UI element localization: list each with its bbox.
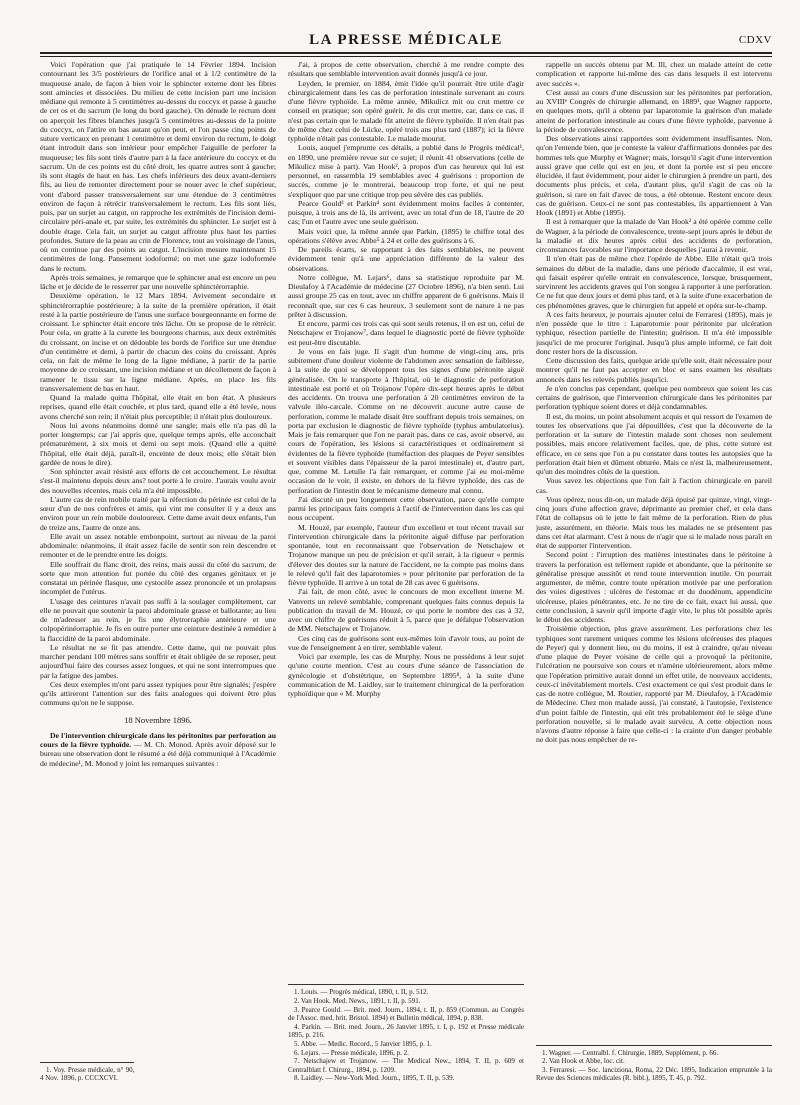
column-3-body xyxy=(536,60,772,1041)
journal-title: LA PRESSE MÉDICALE xyxy=(309,32,503,48)
paragraph: Et encore, parmi ces trois cas qui sont seuls retenus, il en est un, celui de Netschajew et Trojanow⁷, dans lequel le diagnostic porté de fièvre typhoïde est peut-être discutable. xyxy=(288,319,524,347)
paragraph: Elle souffrait du flanc droit, des reins, mais aussi du côté du sacrum, de sorte que mon attention fut portée du côté des organes génitaux et je constatai un périnée flasque, une cystocèle assez prononcée et un prolapsus incomplet de l'utérus. xyxy=(40,559,276,597)
paragraph: Il n'en était pas de même chez l'opérée de Abbe. Elle n'était qu'à trois semaines du début de la maladie, dans une période d'accalmie, il est vrai, qui faisait espérer qu'elle entrait en convalescence, lorsque, brusquement, survinrent les accidents graves qui l'on songea à rapporter à une perforation. Ce ne fut que deux jours et demi plus tard, et à la suite d'une exacerbation de ces phénomènes graves, que le chirurgien fut appelé et opéra sur-le-champ. xyxy=(536,254,772,310)
paragraph: Pearce Gould³ et Parkin⁴ sont évidemment moins faciles à contenter, puisque, à trois ans de là, ils arrivent, avec un total d'un de 18, l'autre de 20 cas; l'un et l'autre avec une seule guérison. xyxy=(288,198,524,227)
column-1-footnotes xyxy=(40,1062,134,1083)
paragraph: Deuxième opération, le 12 Mars 1894. Avivement secondaire et sphinctérorraphie postérieure; à la suite de la première opération, il était resté à la partie postérieure de l'anus une surface bourgeonnante en forme de croissant. Le sphincter était encore très lâche. On se propose de le rétrécir. Pour cela, on gratte à la curette les bourgeons charnus, aux deux extrémités du croissant, on incise et on dédouble les bords de l'orifice sur une étendue d'un centimètre et demi, à partir de chacun des coins du croissant. Après cela, on fait de même le long de la ligne médiane, à partir de la partie moyenne de ce croissant, une incision médiane et un décollement de façon à ramener le tissu sur la ligne médiane. Après, on place les fils transversalement de bas en haut. xyxy=(40,291,276,393)
paragraph: Notre collègue, M. Lejars⁶, dans sa statistique reproduite par M. Dieulafoy à l'Académie de médecine (27 Octobre 1896), n'a bien senti. Lui aussi groupe 25 cas en tout, avec un chiffre apparent de 6 guérisons. Mais il reconnaît que, sur ces 6 cas heureux, 3 seulement sont de nature à ne pas prêter à discussion. xyxy=(288,272,524,319)
paragraph: Leyden, le premier, en 1884, émit l'idée qu'il pourrait être utile d'agir chirurgicalement dans les cas de perforation intestinale survenant au cours d'une fièvre typhoïde. La même année, Mikulicz mit ou crut mettre ce conseil en pratique; son opéré guérit. Je dis crut mettre, car, dans ce cas, il n'est pas certain que le malade fût atteint de fièvre typhoïde. Il n'en était pas de même chez celui de Lücke, opéré trois ans plus tard (1887); ici la fièvre typhoïde n'était pas contestable. Le malade mourut. xyxy=(288,78,524,143)
session-date: 18 Novembre 1896. xyxy=(124,714,192,725)
paragraph: Il est, du moins, un point absolument acquis et qui ressort de l'examen de toutes les observations que j'ai dépouillées, c'est que la découverte de la perforation et la suture de l'intestin malade sont choses non seulement possibles, mais encore relativement faciles, que, de plus, cette suture est efficace, en ce sens que l'on a pu constater dans toutes les autopsies que la perforation était bien et dûment obturée. Mais ce n'est là, malheureusement, qu'un des moindres côtés de la question. xyxy=(536,411,772,476)
paragraph: Après trois semaines, je remarque que le sphincter anal est encore un peu lâche et je décide de le resserrer par une nouvelle sphinctérorraphie. xyxy=(40,272,276,291)
footnote: 1. Wagner. — Centralbl. f. Chirurgie, 1889, Supplément, p. 66. xyxy=(542,1048,719,1057)
paragraph: Elle avait un assez notable embonpoint, surtout au niveau de la paroi abdominale: néanmoins, il était assez facile de sentir son rein descendre et remonter et de le prendre entre les doigts. xyxy=(40,531,276,560)
paragraph: rappelle un succès obtenu par M. Ill, chez un malade atteint de cette complication et rapporte lui-même des cas dans lesquels il est intervenu avec succès ». xyxy=(536,60,772,88)
footnote: 3. Ferraresi. — Soc. lanciziona, Roma, 22 Déc. 1895, Indication empruntée à la Revue des Sciences médicales (R. bibl.), 1895, T. 45, p. 792. xyxy=(536,1065,772,1083)
paragraph: J'ai fait, de mon côté, avec le concours de mon excellent interne M. Vanverts un relevé semblable, comprenant quelques faits connus depuis la publication du travail de M. Houzé, ce qui porte le nombre des cas à 32, avec un chiffre de guérisons réduit à 5, parce que je défalque l'observation de MM. Netschajew et Trojanow. xyxy=(288,587,524,634)
footnote: 4. Parkin. — Brit. med. Journ., 26 Janvier 1895, t. I, p. 192 et Presse médicale 1895, p. 216. xyxy=(288,1022,524,1040)
footnote: 3. Pearce Gould. — Brit. med. Journ., 1894, t. II, p. 859 (Commun. au Congrès de l'Assoc. med. brit. Bristol. 1894) et Bulletin médical, 1894, p. 838. xyxy=(288,1005,524,1023)
paragraph: L'autre cas de rein mobile traité par la réfection du périnée est celui de la sœur d'un de nos confrères et amis, qui vint me consulter il y a deux ans environ pour un rein mobile douloureux. Cette dame avait deux enfants, l'un de treize ans, l'autre de onze ans. xyxy=(40,494,276,532)
paragraph: C'est aussi au cours d'une discussion sur les péritonites par perforation, au XVIIIᵉ Congrès de chirurgie allemand, en 1889¹, que Wagner rapporte, en quelques mots, qu'il a obtenu par laparotomie la guérison d'un malade atteint de perforation intestinale au cours d'une fièvre typhoïde, parvenue à la période de convalescence. xyxy=(536,87,772,134)
paragraph: Il est à remarquer que la malade de Van Hook² a été opérée comme celle de Wagner, à la période de convalescence, trente-sept jours après le début de la maladie et dix heures après celui des accidents de perforation, circonstances favorables sur l'importance desquelles j'aurai à revenir. xyxy=(536,217,772,254)
paragraph: M. Houzé, par exemple, l'auteur d'un excellent et tout récent travail sur l'intervention chirurgicale dans la péritonite aiguë diffuse par perforation spontanée, tout en reconnaissant que l'observation de Netschajew et Trojanow manque un peu de précision et qu'il serait, à la rigueur « permis d'élever des doutes sur la nature de l'accident, ne la compte pas moins dans le relevé qu'il fait des laparotomies » pour péritonite par perforation de la fièvre typhoïde. Il arrive à un total de 28 cas avec 6 guérisons. xyxy=(288,522,524,587)
paragraph: L'usage des ceintures n'avait pas suffi à la soulager complètement, car elle ne pouvait que soutenir la paroi abdominale grasse et ballotante; au lieu de m'adresser au rein, je fis une élytrorraphie antérieure et une colpopérinéorraphie. Je fis en outre porter une ceinture destinée à remédier à la flaccidité de la paroi abdominale. xyxy=(40,596,276,643)
column-1 xyxy=(40,60,276,1083)
footnote: 2. Van Hook et Abbe, loc. cit. xyxy=(542,1057,625,1066)
column-1-paragraphs xyxy=(40,60,276,708)
column-1-body xyxy=(40,60,276,1058)
footnote: 6. Lejars. — Presse médicale, 1896, p. 2. xyxy=(294,1048,409,1057)
footnote: 5. Abbe. — Medic. Record., 5 Janvier 1895, p. 1. xyxy=(294,1040,432,1049)
paragraph: Vous savez les objections que l'on fait à l'action chirurgicale en pareil cas. xyxy=(536,476,772,495)
paragraph: De pareils écarts, se rapportant à des faits semblables, ne peuvent évidemment tenir qu'à une appréciation différente de la valeur des observations. xyxy=(288,245,524,273)
paragraph: Son sphincter avait résisté aux efforts de cet accouchement. Le résultat s'est-il maintenu depuis deux ans? tout porte à le croire. J'aurais voulu avoir des nouvelles récentes, mais cela m'a été impossible. xyxy=(40,467,276,495)
footnote: 7. Netschajew et Trojanow. — The Medical New., 1894, T. II, p. 609 et Centralblatt f. Chirurg., 1894, p. 1209. xyxy=(288,1057,524,1074)
column-3 xyxy=(536,60,772,1083)
paragraph: Quand la malade quitta l'hôpital, elle était en bon état. A plusieurs reprises, quand elle était couchée, et plus tard, quand elle a été levée, nous avons cherché son rein; il n'était plus perceptible; il n'était plus douloureux. xyxy=(40,393,276,421)
text-columns xyxy=(40,60,772,1083)
page-number: CDXV xyxy=(738,34,772,46)
footnote: 1. Voy. Presse médicale, n° 90, 4 Nov. 1896, p. CCCXCVI. xyxy=(40,1065,135,1083)
paragraph: Je vous en fais juge. Il s'agit d'un homme de vingt-cinq ans, pris subitement d'une douleur violente de l'abdomen avec sensation de faiblesse, à la suite de quoi se développent tous les signes d'une péritonite aiguë généralisée. On le transporte à l'hôpital, où le diagnostic de perforation intestinale est porté et où Trojanow l'opère dix-sept heures après le début des accidents. On trouva une perforation à 20 centimètres environ de la valvule iléo-cæcale. Comme on ne découvrit aucune autre cause de perforation, comme le malade disait être souffrant depuis trois semaines, on porta par exclusion le diagnostic de fièvre typhoïde (typhus ambulatorius). Mais je fais remarquer que l'on ne parait pas, dans ce cas, avoir observé, au cours de l'opération, les lésions si caractéristiques et ordinairement si évidentes de la fièvre typhoïde (tuméfaction des plaques de Peyer sensibles et souvent visibles dans l'épaisseur de la paroi intestinale) et, d'autre part, que, comme M. Letulle l'a fait remarquer, et comme j'ai eu moi-même occasion de le voir, il existe, en dehors de la fièvre typhoïde, des cas de perforation de l'intestin dont le mécanisme demeure mal connu. xyxy=(288,346,524,495)
paragraph: Second point : l'irruption des matières intestinales dans le péritoine à travers la perforation est tellement rapide et abondante, que la péritonite se généralise presque aussitôt et rend toute intervention inutile. On pourrait argumenter, de même, contre toute opération motivée par une perforation des voies digestives : ulcères de l'estomac et du duodénum, appendicite ulcéreuse, plaies pénétrantes, etc. Je ne tire de ce fait, exact lui aussi, que cette conclusion, à savoir qu'il importe d'agir vite, le plus tôt possible après le début des accidents. xyxy=(536,550,772,624)
paragraph: J'ai, à propos de cette observation, cherché à me rendre compte des résultats que semblable intervention avait donnés jusqu'à ce jour. xyxy=(288,60,524,79)
paragraph: Mais voici que, la même année que Parkin, (1895) le chiffre total des opérations s'élève avec Abbe⁵ à 24 et celle des guérisons à 6. xyxy=(288,226,524,245)
paragraph: Vous opérez, nous dit-on, un malade déjà épuisé par quinze, vingt, vingt-cinq jours d'une affection grave, déprimante au premier chef, et cela dans l'état de collapsus où le jette le fait même de la perforation. Rien de plus juste, assurément, en théorie. Mais tous les malades ne se présentent pas dans cet état alarmant. C'est à nous de n'agir que si le malade nous paraît en état de supporter l'intervention. xyxy=(536,494,772,550)
paragraph: Voici l'opération que j'ai pratiquée le 14 Février 1894. Incision contournant les 3/5 postérieurs de l'orifice anal et à 1/2 centimètre de la muqueuse anale, de façon à bien voir le sphincter externe dont les fibres sont amincies et dissociées. Du milieu de cette incision part une incision médiane qui remonte à 5 centimètres au-dessus du coccyx et passe à gauche de cet os et du sacrum (le long du bord gauche). On dénude le rectum dont on aperçoit les fibres blanches jusqu'à 5 centimètres au-dessus de la pointe du coccyx, on l'attire en bas autant qu'on peut, et l'on passe cinq points de suture verticaux en prenant 1 centimètre et demi environ du rectum, le doigt étant introduit dans son intérieur pour empêcher l'aiguille de perforer la muqueuse; les fils sont tirés d'autre part à la face antérieure du coccyx et du sacrum. Un de ces points est du côté droit, les quatre autres sont à gauche; ils sont étagés de haut en bas. Les chefs inférieurs des deux avant-derniers fils, au lieu de remonter directement pour se nouer avec le chef supérieur, vont d'abord passer transversalement sur une étendue de 3 centimètres environ de façon à rétrécir transversalement le rectum. Les fils sont liés, puis, par un surjet au catgut, on rapproche les extrémités de l'incision demi-circulaire péri-anale et, par suite, les extrémités du sphincter. Le surjet est à double étage. Cela fait, un surjet au catgut affronte plus haut les parties profondes. Suture de la peau au crin de Florence, tout au voisinage de l'anus, où on continue par des points au catgut. L'incision mesure maintenant 15 centimètres de long. Pansement iodoformé; on met une gaze iodoformée dans le rectum. xyxy=(40,60,276,273)
column-2 xyxy=(288,60,524,1083)
paragraph: A ces faits heureux, je pourrais ajouter celui de Ferraresi (1895), mais je n'en possède que le titre : Laparotomie pour péritonite par ulcération typhique, résection partielle de l'intestin; guérison. Il m'a été impossible jusqu'ici de me procurer l'original. Jusqu'à plus ample informé, ce fait doit donc rester hors de la discussion. xyxy=(536,309,772,356)
footnote: 8. Laidley. — New-York Med. Journ., 1895, T. II, p. 539. xyxy=(294,1074,455,1083)
column-3-footnotes xyxy=(536,1045,772,1083)
footnote: 2. Van Hook. Med. News., 1891, t. II, p. 591. xyxy=(294,997,421,1006)
column-2-body xyxy=(288,60,524,980)
paragraph: Nous lui avons néanmoins donné une sangle; mais elle n'a pas dû la porter longtemps; car j'ai appris que, quelque temps après, elle accouchait prématurément, à six mois et demi ou sept mois. (Quand elle a quitté l'hôpital, elle était déjà, paraît-il, enceinte de deux mois; elle s'était bien gardée de nous le dire). xyxy=(40,420,276,467)
paragraph: Le résultat ne se fit pas attendre. Cette dame, qui ne pouvait plus marcher pendant 100 mètres sans souffrir et était obligée de se reposer, peut aujourd'hui faire des courses assez longues, et qui ne sont interrompues que par la fatigue des jambes. xyxy=(40,642,276,680)
section-paragraph xyxy=(40,731,276,768)
paragraph: J'ai discuté un peu longuement cette observation, parce qu'elle compte parmi les principaux faits compris à l'actif de l'intervention dans les cas qui nous occupent. xyxy=(288,494,524,523)
paragraph: Ces deux exemples m'ont paru assez typiques pour être signalés; j'espère qu'ils attireront l'attention sur des faits analogues qui doivent être plus communs qu'on ne le suppose. xyxy=(40,679,276,708)
paragraph: Des observations ainsi rapportées sont évidemment insuffisantes. Non, qu'on l'entende bien, que je conteste la valeur d'affirmations données par des hommes tels que Murphy et Wagner; mais, lorsqu'il s'agit d'une intervention aussi grave que celle qui est en jeu, et dont la portée est si peu encore élucidée, il faut évidemment, pour aider le chirurgien à prendre un parti, des documents plus précis, et cela, d'autant plus, qu'il s'agit de cas où la guérison, si rare en fait d'avec de tous, a été obtenue. Restent encore deux cas de guérison. Ceux-ci ne sont pas contestables, ils appartiennent à Van Hook (1891) et Abbe (1895). xyxy=(536,134,772,217)
column-3-paragraphs xyxy=(536,60,772,745)
header-rule-thin xyxy=(40,56,772,57)
section-heading: De l'intervention chirurgicale dans les péritonites par perforation au cours de la fièvre typhoïde. xyxy=(40,730,276,749)
column-2-paragraphs xyxy=(288,60,524,698)
paragraph: Je n'en conclus pas cependant, quelque peu nombreux que soient les cas certains de guérison, que l'intervention chirurgicale dans les péritonites par perforation typhique soient dores et déjà condamnables. xyxy=(536,383,772,412)
paragraph: Ces cinq cas de guérisons sont eux-mêmes loin d'avoir tous, au point de vue de l'enseignement à en tirer, semblable valeur. xyxy=(288,633,524,652)
paragraph: Troisième objection, plus grave assurément. Les perforations chez les typhiques sont rarement uniques comme les lésions ulcéreuses des plaques de Peyer) qui y donnent lieu, ou du moins, il est à craindre, qu'au niveau d'une plaque de Peyer voisine de celle qui a provoqué la péritonite, l'ulcération ne poursuive son cours et n'amène ultérieurement, alors même que l'opération primitive aurait donné un effet utile, de nouveaux accidents, ceux-ci inévitablement mortels. C'est exactement ce qui s'est produit dans le cas de notre collègue, M. Routier, rapporté par M. Dieulafoy, à l'Académie de Médecine. Chez mon malade aussi, j'ai constaté, à l'autopsie, l'existence d'un point faible de l'intestin, qui eût très probablement été le siège d'une perforation nouvelle, si le malade avait survécu. A cette objection nous n'avons d'autre réponse à faire que celle-ci : la crainte d'un danger probable ne doit pas nous empêcher de re- xyxy=(536,624,772,745)
footnote: 1. Louis. — Progrès médical, 1890, t. II, p. 512. xyxy=(294,988,429,997)
header-rule xyxy=(40,52,772,54)
paragraph: Louis, auquel j'emprunte ces détails, a publié dans le Progrès médical¹, en 1890, une première revue sur ce sujet; il réunit 41 observations (celle de Mikulicz mise à part). Van Hook², à propos d'un cas heureux qui lui est personnel, en rassembla 19 semblables avec 4 guérisons : proportion de succès, comme je le montrerai, beaucoup trop forte, et qui ne peut s'expliquer que par une critique trop peu sévère des cas publiés. xyxy=(288,143,524,199)
paragraph: Voici par exemple, les cas de Murphy. Nous ne possédons à leur sujet qu'une courte mention. C'est au cours d'une séance de l'association de gynécologie et d'obstétrique, en Septembre 1895⁸, à la suite d'une communication de M. Laidley, sur le traitement chirurgical de la perforation typhoïdique que « M. Murphy xyxy=(288,652,524,698)
section-body: — M. Ch. Monod. Après avoir déposé sur le bureau une observation dont le résumé a été déjà communiqué à l'Académie de médecine¹, M. Monod y joint les remarques suivantes : xyxy=(40,740,276,768)
column-2-footnotes xyxy=(288,984,524,1083)
paragraph: Cette discussion des faits, quelque aride qu'elle soit, était nécessaire pour montrer qu'il ne faut pas accepter en bloc et sans examen les résultats annoncés dans les relevés publiés jusqu'ici. xyxy=(536,356,772,384)
